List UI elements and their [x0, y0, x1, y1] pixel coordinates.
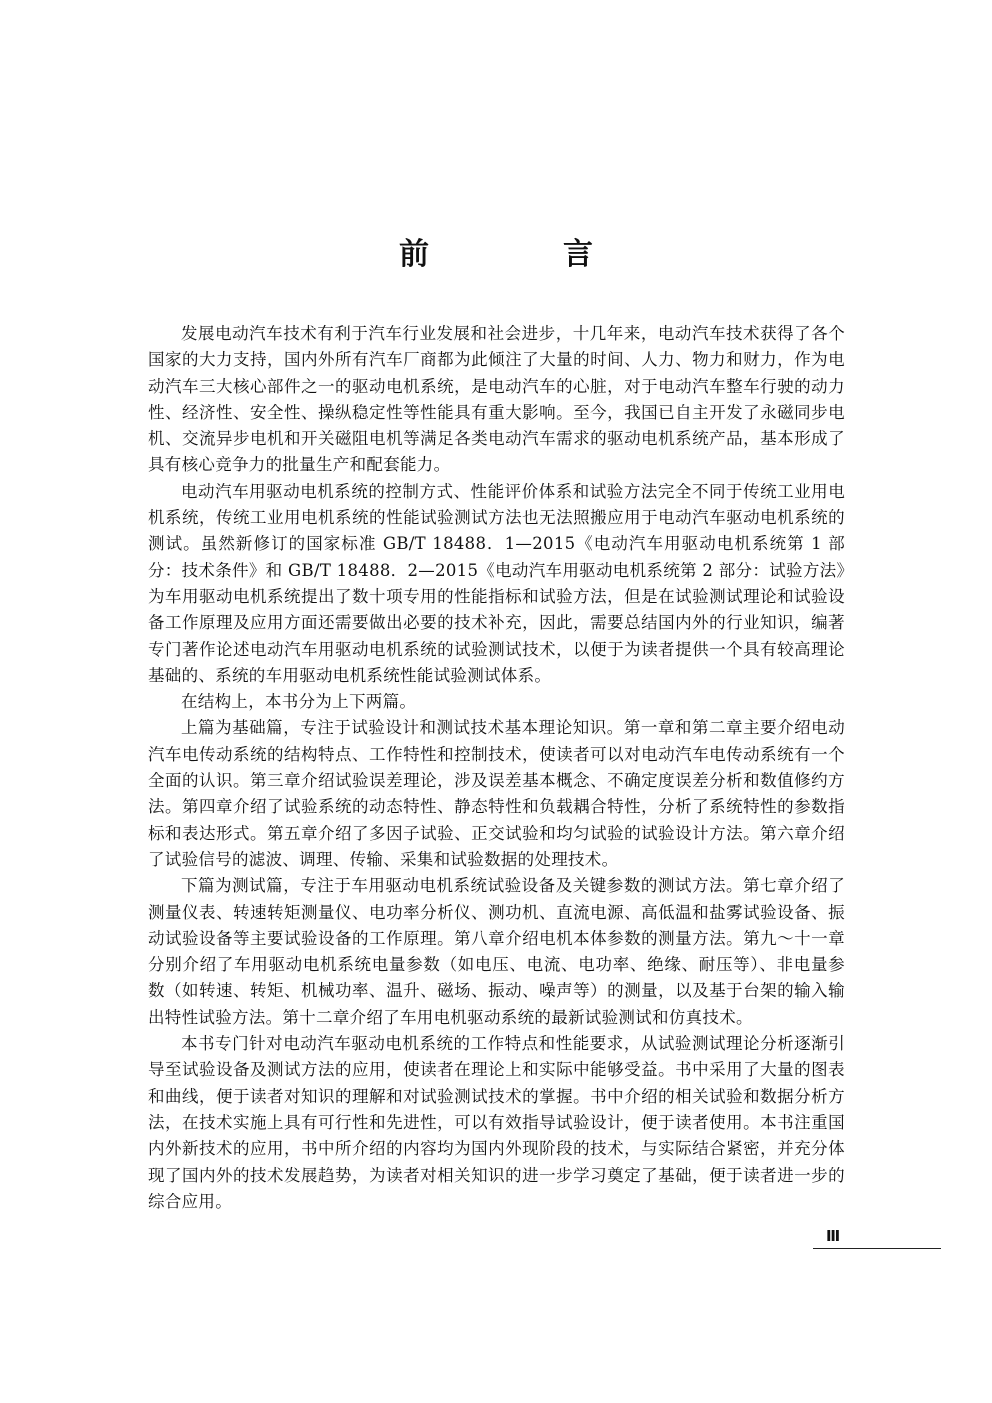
paragraph-6: 本书专门针对电动汽车驱动电机系统的工作特点和性能要求，从试验测试理论分析逐渐引导至试验设备及测试方法的应用，使读者在理论上和实际中能够受益。书中采用了大量的图表和曲线，便于读者对知识的理解和对试验测试技术的掌握。书中介绍的相关试验和数据分析方法，在技术实施上具有可行性和先进性，可以有效指导试验设计，便于读者使用。本书注重国内外新技术的应用，书中所介绍的内容均为国内外现阶段的技术，与实际结合紧密，并充分体现了国内外的技术发展趋势，为读者对相关知识的进一步学习奠定了基础，便于读者进一步的综合应用。	[148, 1034, 845, 1211]
preface-body	[148, 321, 845, 1215]
paragraph-4: 上篇为基础篇，专注于试验设计和测试技术基本理论知识。第一章和第二章主要介绍电动汽车电传动系统的结构特点、工作特性和控制技术，使读者可以对电动汽车电传动系统有一个全面的认识。第三章介绍试验误差理论，涉及误差基本概念、不确定度误差分析和数值修约方法。第四章介绍了试验系统的动态特性、静态特性和负载耦合特性，分析了系统特性的参数指标和表达形式。第五章介绍了多因子试验、正交试验和均匀试验的试验设计方法。第六章介绍了试验信号的滤波、调理、传输、采集和试验数据的处理技术。	[148, 718, 845, 869]
footer-rule	[813, 1248, 941, 1249]
paragraph-2: 电动汽车用驱动电机系统的控制方式、性能评价体系和试验方法完全不同于传统工业用电机系统，传统工业用电机系统的性能试验测试方法也无法照搬应用于电动汽车驱动电机系统的测试。虽然新修订的国家标准 GB/T 18488．1—2015《电动汽车用驱动电机系统第 1 部分：技术条件》和 GB/T 18488．2—2015《电动汽车用驱动电机系统第 2 部分：试验方法》为车用驱动电机系统提出了数十项专用的性能指标和试验方法，但是在试验测试理论和试验设备工作原理及应用方面还需要做出必要的技术补充，因此，需要总结国内外的行业知识，编著专门著作论述电动汽车用驱动电机系统的试验测试技术，以便于为读者提供一个具有较高理论基础的、系统的车用驱动电机系统性能试验测试体系。	[148, 481, 845, 685]
paragraph-5: 下篇为测试篇，专注于车用驱动电机系统试验设备及关键参数的测试方法。第七章介绍了测量仪表、转速转矩测量仪、电功率分析仪、测功机、直流电源、高低温和盐雾试验设备、振动试验设备等主要试验设备的工作原理。第八章介绍电机本体参数的测量方法。第九～十一章分别介绍了车用驱动电机系统电量参数（如电压、电流、电功率、绝缘、耐压等）、非电量参数（如转速、转矩、机械功率、温升、磁场、振动、噪声等）的测量，以及基于台架的输入输出特性试验方法。第十二章介绍了车用电机驱动系统的最新试验测试和仿真技术。	[148, 876, 845, 1027]
paragraph-3: 在结构上，本书分为上下两篇。	[181, 692, 417, 712]
paragraph-1: 发展电动汽车技术有利于汽车行业发展和社会进步，十几年来，电动汽车技术获得了各个国家的大力支持，国内外所有汽车厂商都为此倾注了大量的时间、人力、物力和财力，作为电动汽车三大核心部件之一的驱动电机系统，是电动汽车的心脏，对于电动汽车整车行驶的动力性、经济性、安全性、操纵稳定性等性能具有重大影响。至今，我国已自主开发了永磁同步电机、交流异步电机和开关磁阻电机等满足各类电动汽车需求的驱动电机系统产品，基本形成了具有核心竞争力的批量生产和配套能力。	[148, 324, 845, 475]
page-number: Ⅲ	[826, 1227, 841, 1245]
page-title: 前 言	[399, 237, 645, 272]
